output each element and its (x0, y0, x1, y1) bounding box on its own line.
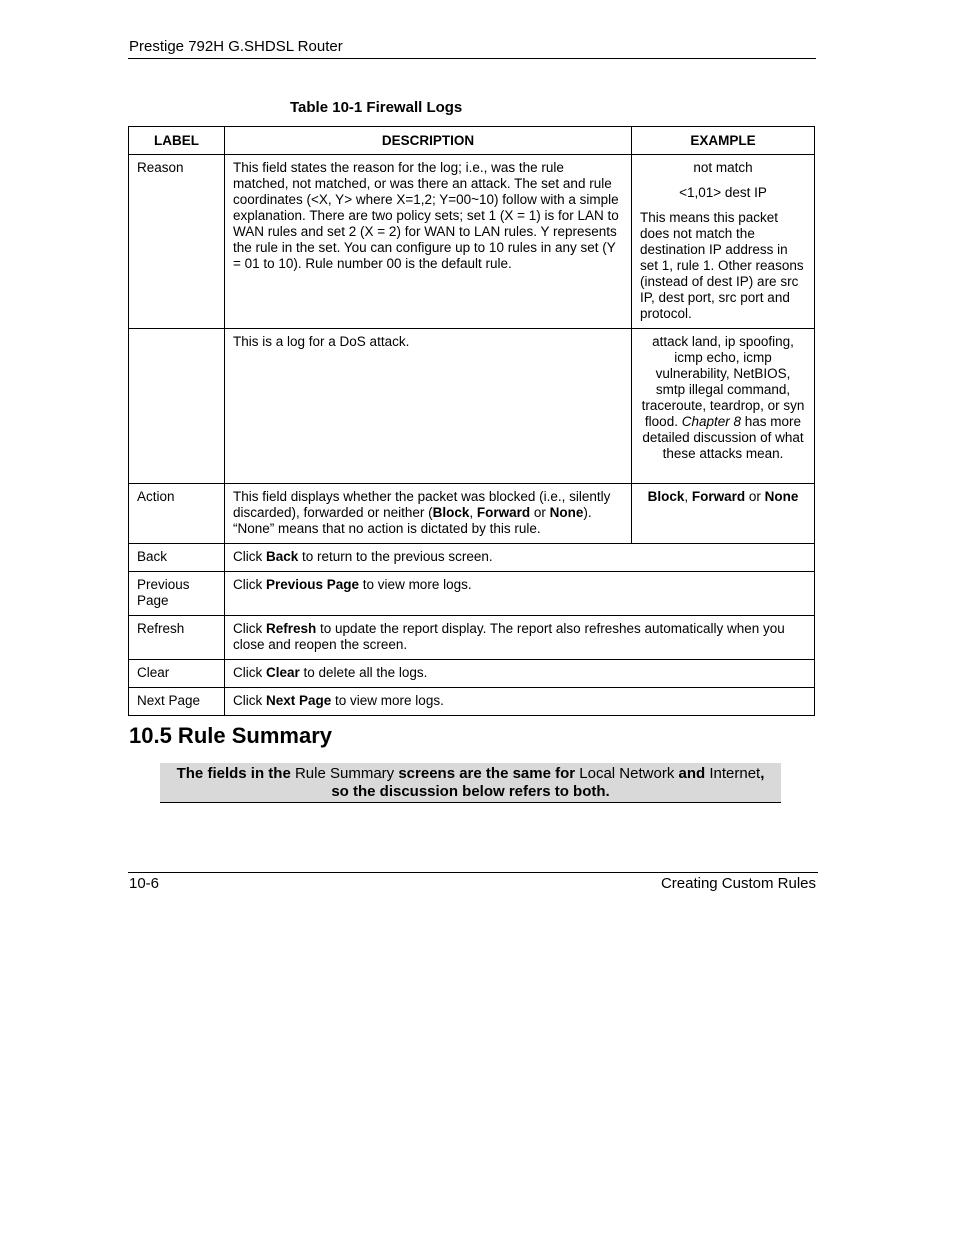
desc-bold: Forward (476, 505, 531, 520)
example-bold: None (764, 489, 799, 504)
chapter-title: Creating Custom Rules (660, 875, 816, 892)
row-label: Reason (129, 155, 225, 329)
desc-bold: Next Page (266, 693, 332, 708)
column-header-label: LABEL (129, 127, 225, 155)
row-example (632, 329, 815, 484)
desc-text: , (469, 505, 477, 520)
row-label: Previous Page (129, 572, 225, 616)
note-box (160, 763, 781, 803)
row-label: Refresh (129, 616, 225, 660)
row-description (225, 688, 815, 716)
example-chapter-ref: Chapter 8 (681, 414, 742, 429)
note-bold: The fields in the (176, 765, 295, 782)
desc-bold: None (549, 505, 584, 520)
note-text: Local Network (579, 765, 675, 782)
note-bold: so the discussion below refers to both. (331, 783, 610, 800)
desc-text: ). “None” means that no action is dictated by this rule. (233, 505, 592, 536)
desc-bold: Previous Page (266, 577, 360, 592)
row-description: This is a log for a DoS attack. (225, 329, 632, 484)
table-row (129, 616, 815, 660)
table-row (129, 544, 815, 572)
note-bold: , (760, 765, 765, 782)
desc-text: This field displays whether the packet was blocked (i.e., silently discarded), forwarded or neither ( (233, 489, 611, 520)
desc-text: to update the report display. The report also refreshes automatically when you close and reopen the screen. (233, 621, 785, 652)
row-description (225, 544, 815, 572)
table-row (129, 484, 815, 544)
table-header-row (129, 127, 815, 155)
row-description (225, 484, 632, 544)
row-label: Next Page (129, 688, 225, 716)
desc-text: to view more logs. (331, 693, 444, 708)
desc-text: Click (233, 549, 266, 564)
desc-text: or (530, 505, 550, 520)
desc-text: Click (233, 665, 266, 680)
header-rule (128, 58, 816, 59)
table-row (129, 572, 815, 616)
row-example (632, 484, 815, 544)
table-caption: Table 10-1 Firewall Logs (290, 99, 463, 116)
desc-bold: Clear (266, 665, 300, 680)
section-heading: 10.5 Rule Summary (129, 723, 332, 748)
desc-text: Click (233, 621, 266, 636)
desc-text: to return to the previous screen. (298, 549, 493, 564)
note-bold: and (674, 765, 710, 782)
row-description (225, 660, 815, 688)
table-row (129, 155, 815, 329)
row-example (632, 155, 815, 329)
example-bold: Block (647, 489, 685, 504)
note-line-1 (160, 765, 781, 783)
note-bold: screens are the same for (394, 765, 580, 782)
footer-rule (128, 872, 818, 873)
note-text: Internet (709, 765, 761, 782)
desc-text: Click (233, 577, 266, 592)
row-description (225, 616, 815, 660)
row-description: This field states the reason for the log; i.e., was the rule matched, not matched, or was there an attack. The set and rule coordinates (<X, Y> where X=1,2; Y=00~10) follow with a simple explanation. There are two policy sets; set 1 (X = 1) is for LAN to WAN rules and set 2 (X = 2) for WAN to LAN rules. Y represents the rule in the set. You can configure up to 10 rules in any set (Y = 01 to 10). Rule number 00 is the default rule. (225, 155, 632, 329)
column-header-description: DESCRIPTION (225, 127, 632, 155)
desc-bold: Back (266, 549, 299, 564)
row-label: Clear (129, 660, 225, 688)
example-line: This means this packet does not match the destination IP address in set 1, rule 1. Other reasons (instead of dest IP) are src IP, dest port, src port and protocol. (640, 210, 804, 321)
example-text: has more detailed discussion of what these attacks mean. (642, 414, 804, 461)
desc-bold: Refresh (266, 621, 317, 636)
note-text: Rule Summary (294, 765, 395, 782)
desc-bold: Block (432, 505, 470, 520)
desc-text: to view more logs. (359, 577, 472, 592)
column-header-example: EXAMPLE (632, 127, 815, 155)
example-bold: Forward (691, 489, 746, 504)
row-description (225, 572, 815, 616)
desc-text: Click (233, 693, 266, 708)
row-label: Action (129, 484, 225, 544)
table-row (129, 329, 815, 484)
running-header: Prestige 792H G.SHDSL Router (129, 38, 343, 55)
note-line-2 (160, 783, 781, 801)
row-label (129, 329, 225, 484)
table-row (129, 688, 815, 716)
row-label: Back (129, 544, 225, 572)
page-number: 10-6 (129, 875, 160, 892)
desc-text: to delete all the logs. (299, 665, 428, 680)
example-text: , (684, 489, 692, 504)
table-row (129, 660, 815, 688)
example-line: not match (693, 160, 753, 175)
example-text: attack land, ip spoofing, icmp echo, icmp vulnerability, NetBIOS, smtp illegal command, traceroute, teardrop, or syn flood. (641, 334, 805, 429)
example-line: <1,01> dest IP (679, 185, 767, 200)
firewall-logs-table (128, 126, 815, 716)
example-text: or (745, 489, 765, 504)
